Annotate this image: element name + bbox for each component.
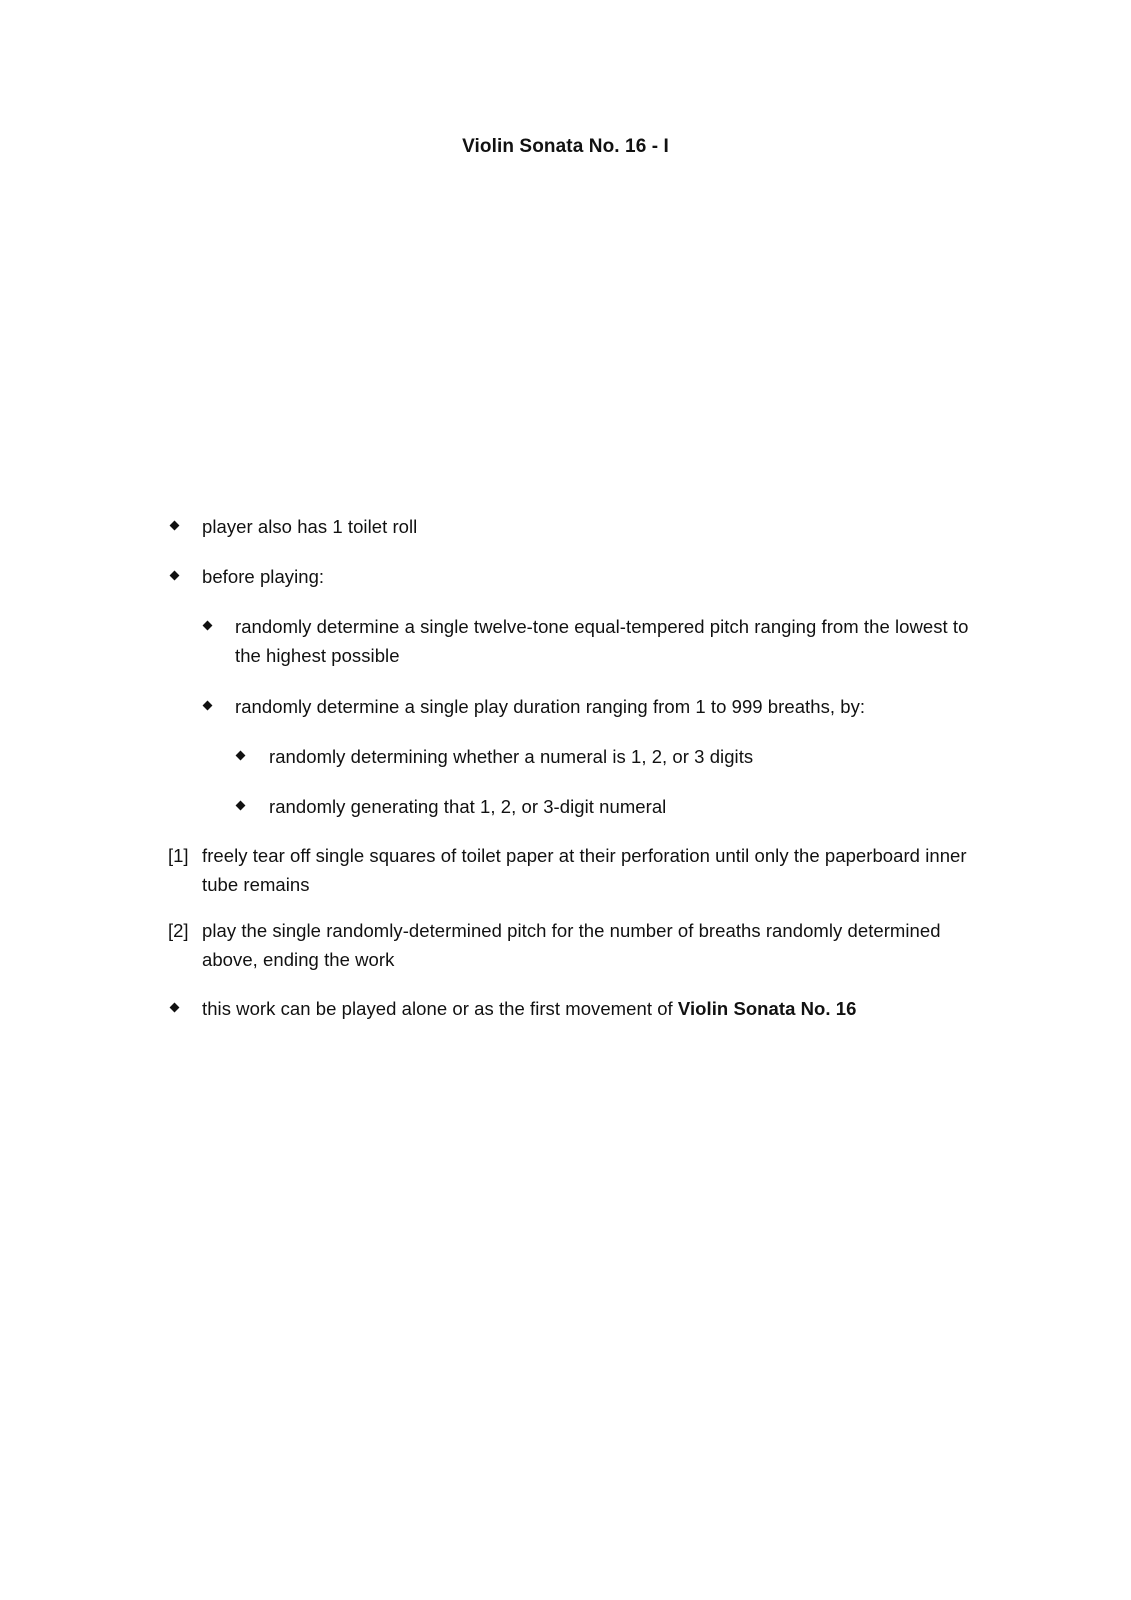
list-item-before-playing	[202, 562, 982, 591]
bullet-icon	[203, 701, 213, 711]
step-2-marker: [2]	[168, 920, 189, 941]
document-title: Violin Sonata No. 16 - I	[462, 136, 669, 157]
list-item-text: randomly determine a single play duration ranging from 1 to 999 breaths, by:	[235, 696, 866, 717]
list-item-step-1	[202, 841, 967, 899]
list-item-digits	[269, 742, 969, 771]
work-title-bold: Violin Sonata No. 16	[677, 998, 857, 1019]
list-item-text: randomly generating that 1, 2, or 3-digit numeral	[269, 796, 667, 817]
bullet-icon	[170, 571, 180, 581]
list-item-toilet-roll	[202, 512, 982, 541]
bullet-icon	[236, 801, 246, 811]
bullet-icon	[170, 1003, 180, 1013]
bullet-icon	[203, 621, 213, 631]
list-item-step-2	[202, 916, 982, 974]
bullet-icon	[236, 751, 246, 761]
list-item-numeral	[269, 792, 969, 821]
step-1-marker: [1]	[168, 845, 189, 866]
list-item-text: play the single randomly-determined pitch for the number of breaths randomly determined above, ending the work	[202, 920, 941, 970]
list-item-text: freely tear off single squares of toilet paper at their perforation until only the paperboard inner tube remains	[202, 845, 967, 895]
list-item-text: randomly determine a single twelve-tone equal-tempered pitch ranging from the lowest to the highest possible	[235, 616, 969, 666]
list-item-text: player also has 1 toilet roll	[202, 516, 418, 537]
list-item-pitch	[235, 612, 985, 670]
list-item-text: this work can be played alone or as the first movement of	[202, 998, 678, 1019]
list-item-final	[202, 994, 1002, 1023]
list-item-duration	[235, 692, 985, 721]
bullet-icon	[170, 521, 180, 531]
list-item-text: randomly determining whether a numeral is 1, 2, or 3 digits	[269, 746, 754, 767]
list-item-text: before playing:	[202, 566, 325, 587]
